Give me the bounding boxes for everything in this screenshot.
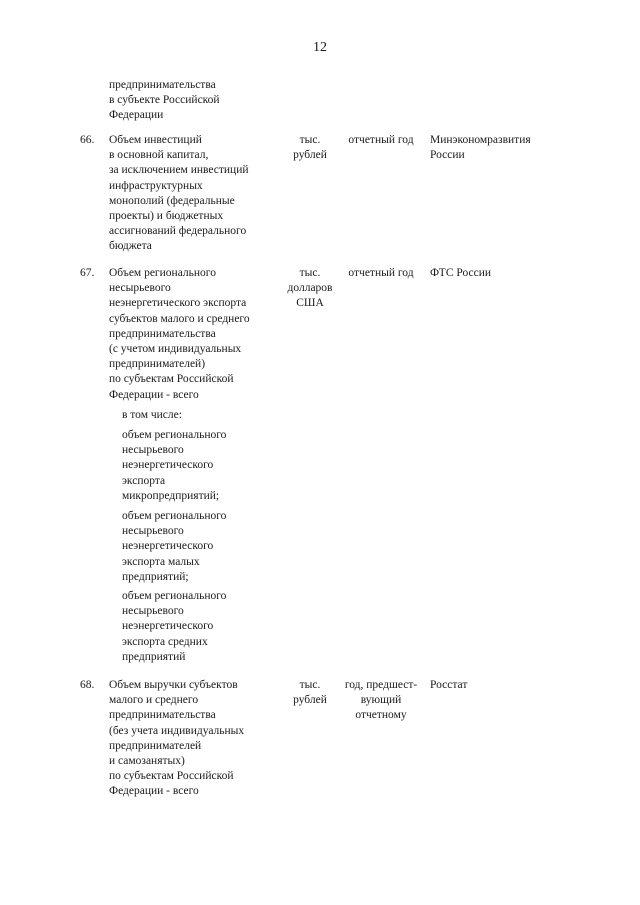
text-line: Объем выручки субъектов bbox=[109, 679, 238, 691]
text-line: предпринимательства bbox=[109, 79, 216, 91]
text-line: отчетный год bbox=[348, 134, 414, 146]
text-line: тыс. bbox=[299, 267, 321, 279]
text-line: (без учета индивидуальных bbox=[109, 724, 245, 737]
text-line: в субъекте Российской bbox=[109, 94, 220, 107]
period-cell bbox=[338, 678, 424, 724]
text-line: несырьевого bbox=[122, 525, 184, 538]
text-line: экспорта малых bbox=[122, 555, 200, 568]
text-line: предпринимателей) bbox=[109, 358, 206, 371]
text-line: Федерации - всего bbox=[109, 388, 199, 401]
text-line: Минэкономразвития bbox=[430, 134, 531, 146]
text-line: Федерации - всего bbox=[109, 785, 199, 798]
text-line: отчетному bbox=[355, 709, 407, 722]
text-line: бюджета bbox=[109, 240, 152, 253]
unit-cell bbox=[281, 678, 339, 708]
text-line: предприятий bbox=[122, 650, 186, 663]
text-line: рублей bbox=[293, 694, 327, 707]
row-number: 67. bbox=[80, 267, 95, 279]
period-cell bbox=[338, 133, 424, 148]
text-line: по субъектам Российской bbox=[109, 373, 234, 386]
source-cell bbox=[430, 133, 580, 163]
text-line: неэнергетического bbox=[122, 620, 214, 633]
text-line: несырьевого bbox=[109, 282, 171, 295]
text-line: проекты) и бюджетных bbox=[109, 210, 224, 223]
sub-item bbox=[122, 509, 282, 585]
text-line: предпринимателей bbox=[109, 739, 202, 752]
text-line: тыс. bbox=[299, 679, 321, 691]
text-line: за исключением инвестиций bbox=[109, 164, 249, 177]
text-line: Объем регионального bbox=[109, 267, 216, 279]
text-line: объем регионального bbox=[122, 510, 227, 522]
text-line: неэнергетического bbox=[122, 459, 214, 472]
text-line: экспорта bbox=[122, 474, 166, 487]
text-line: экспорта средних bbox=[122, 635, 208, 648]
text-line: ассигнований федерального bbox=[109, 225, 247, 238]
text-line: (с учетом индивидуальных bbox=[109, 343, 242, 356]
text-line: год, предшест- bbox=[344, 679, 418, 691]
text-line: отчетный год bbox=[348, 267, 414, 279]
text-line: и самозанятых) bbox=[109, 755, 185, 768]
text-line: предпринимательства bbox=[109, 327, 216, 340]
source-cell bbox=[430, 678, 580, 693]
sub-item bbox=[122, 428, 282, 504]
unit-cell bbox=[281, 133, 339, 163]
text-line: монополий (федеральные bbox=[109, 194, 235, 207]
row-number: 68. bbox=[80, 679, 95, 691]
page-number: 12 bbox=[313, 40, 327, 55]
text-line: объем регионального bbox=[122, 429, 227, 441]
text-line: в основной капитал, bbox=[109, 149, 209, 162]
text-line: субъектов малого и среднего bbox=[109, 312, 250, 325]
continuation-text bbox=[109, 78, 279, 124]
sub-heading: в том числе: bbox=[122, 409, 182, 421]
text-line: малого и среднего bbox=[109, 694, 199, 707]
text-line: рублей bbox=[293, 149, 327, 162]
text-line: неэнергетического экспорта bbox=[109, 297, 247, 310]
text-line: объем регионального bbox=[122, 590, 227, 602]
text-line: Объем инвестиций bbox=[109, 134, 202, 146]
text-line: Федерации bbox=[109, 109, 164, 122]
text-line: по субъектам Российской bbox=[109, 770, 234, 783]
text-line: тыс. bbox=[299, 134, 321, 146]
text-line: инфраструктурных bbox=[109, 179, 203, 192]
text-line: несырьевого bbox=[122, 605, 184, 618]
indicator-name bbox=[109, 678, 279, 800]
text-line: США bbox=[296, 297, 324, 310]
unit-cell bbox=[281, 266, 339, 312]
indicator-name bbox=[109, 133, 279, 255]
period-cell bbox=[338, 266, 424, 281]
text-line: предпринимательства bbox=[109, 709, 216, 722]
indicator-name bbox=[109, 266, 279, 403]
text-line: ФТС России bbox=[430, 267, 492, 279]
source-cell bbox=[430, 266, 580, 281]
sub-item bbox=[122, 589, 282, 665]
text-line: микропредприятий; bbox=[122, 489, 220, 502]
text-line: предприятий; bbox=[122, 570, 189, 583]
text-line: неэнергетического bbox=[122, 540, 214, 553]
text-line: вующий bbox=[360, 694, 402, 707]
row-number: 66. bbox=[80, 134, 95, 146]
text-line: России bbox=[430, 149, 465, 162]
text-line: Росстат bbox=[430, 679, 468, 691]
text-line: долларов bbox=[287, 282, 333, 295]
text-line: несырьевого bbox=[122, 444, 184, 457]
